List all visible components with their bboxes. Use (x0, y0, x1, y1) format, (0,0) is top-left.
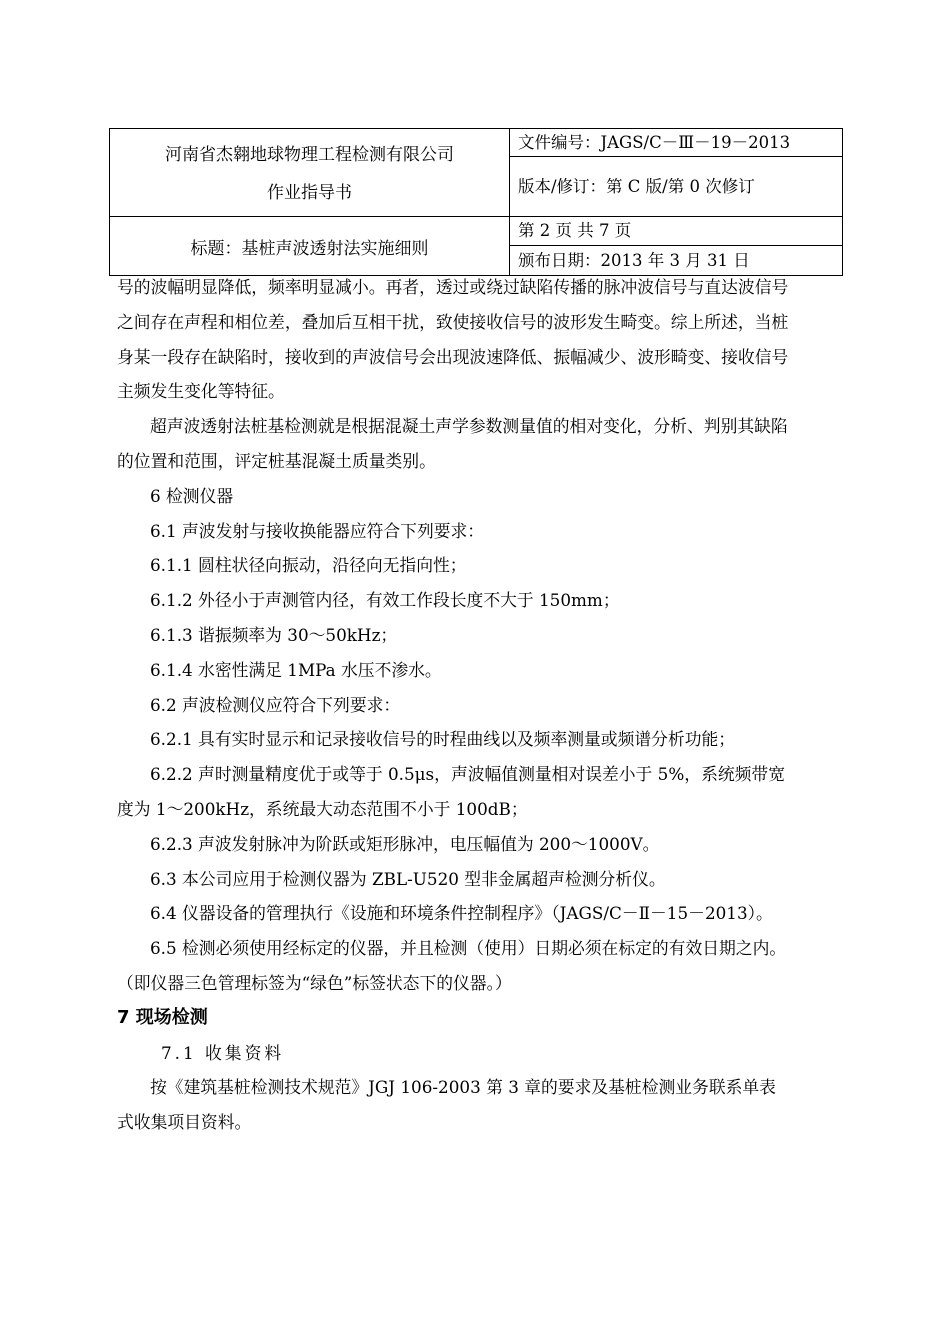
clause-6-2: 6.2 声波检测仪应符合下列要求： (150, 694, 401, 715)
clause-6-3: 6.3 本公司应用于检测仪器为 ZBL-U520 型非金属超声检测分析仪。 (150, 868, 666, 889)
clause-6-1-3: 6.1.3 谐振频率为 30～50kHz； (150, 624, 398, 645)
clause-6-2-3: 6.2.3 声波发射脉冲为阶跃或矩形脉冲，电压幅值为 200～1000V。 (150, 833, 660, 854)
paragraph-line: 度为 1～200kHz，系统最大动态范围不小于 100dB； (117, 798, 528, 819)
paragraph-line: 之间存在声程和相位差，叠加后互相干扰，致使接收信号的波形发生畸变。综上所述，当桩 (117, 311, 789, 332)
page-info-cell (510, 217, 843, 276)
paragraph-line: 按《建筑基桩检测技术规范》JGJ 106-2003 第 3 章的要求及基桩检测业务联系单表 (150, 1077, 776, 1098)
clause-6-2-2: 6.2.2 声时测量精度优于或等于 0.5μs，声波幅值测量相对误差小于 5%，系统频带宽 (150, 764, 785, 785)
document-type: 作业指导书 (267, 182, 352, 203)
section-6-heading: 6 检测仪器 (150, 485, 234, 506)
version-revision: 版本/修订：第 C 版/第 0 次修订 (518, 177, 755, 196)
document-title: 标题：基桩声波透射法实施细则 (110, 217, 510, 276)
company-cell (110, 129, 510, 217)
doc-info-cell (510, 129, 843, 217)
section-7-heading: 7 现场检测 (117, 1006, 208, 1028)
document-body (117, 270, 885, 1140)
paragraph-line: 号的波幅明显降低，频率明显减小。再者，透过或绕过缺陷传播的脉冲波信号与直达波信号 (117, 277, 789, 297)
paragraph-line: 主频发生变化等特征。 (117, 381, 285, 402)
document-header-table (109, 128, 843, 276)
document-number: 文件编号：JAGS/C－Ⅲ－19－2013 (510, 129, 842, 157)
clause-6-1: 6.1 声波发射与接收换能器应符合下列要求： (150, 520, 485, 541)
paragraph-line: 的位置和范围，评定桩基混凝土质量类别。 (117, 450, 436, 471)
page-number: 第 2 页 共 7 页 (510, 217, 842, 246)
clause-6-5: 6.5 检测必须使用经标定的仪器，并且检测（使用）日期必须在标定的有效日期之内。 (150, 938, 787, 959)
paragraph-line: 身某一段存在缺陷时，接收到的声波信号会出现波速降低、振幅减少、波形畸变、接收信号 (117, 346, 789, 367)
clause-6-2-1: 6.2.1 具有实时显示和记录接收信号的时程曲线以及频率测量或频谱分析功能； (150, 729, 736, 750)
paragraph-line: 式收集项目资料。 (117, 1112, 252, 1133)
clause-6-1-2: 6.1.2 外径小于声测管内径，有效工作段长度不大于 150mm； (150, 590, 620, 611)
clause-6-4: 6.4 仪器设备的管理执行《设施和环境条件控制程序》（JAGS/C－Ⅱ－15－2013）。 (150, 903, 773, 924)
paragraph-line: 超声波透射法桩基检测就是根据混凝土声学参数测量值的相对变化，分析、判别其缺陷 (150, 416, 788, 437)
clause-6-1-1: 6.1.1 圆柱状径向振动，沿径向无指向性； (150, 555, 467, 576)
company-name: 河南省杰翱地球物理工程检测有限公司 (165, 144, 454, 165)
clause-7-1: 7.1 收集资料 (161, 1042, 285, 1063)
clause-6-1-4: 6.1.4 水密性满足 1MPa 水压不渗水。 (150, 659, 442, 680)
issue-date: 颁布日期：2013 年 3 月 31 日 (518, 251, 750, 270)
paragraph-line: （即仪器三色管理标签为“绿色”标签状态下的仪器。） (117, 972, 512, 993)
